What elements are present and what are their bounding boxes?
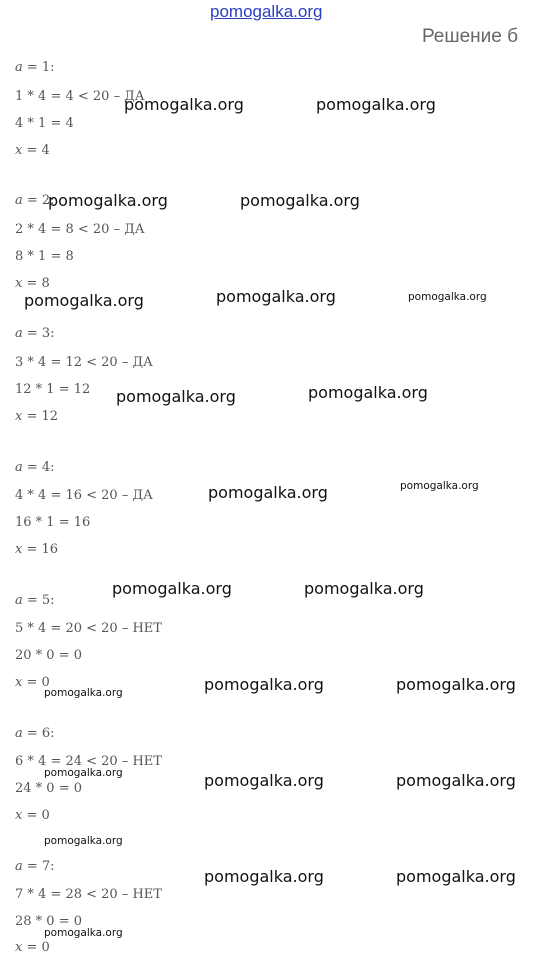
watermark: pomogalka.org <box>204 771 324 790</box>
watermark: pomogalka.org <box>44 927 123 939</box>
watermark: pomogalka.org <box>112 579 232 598</box>
solution-line-x4: 𝑥 = 16 <box>15 542 59 557</box>
watermark: pomogalka.org <box>316 95 436 114</box>
solution-line-x2: 𝑥 = 8 <box>15 276 50 291</box>
solution-line-calc2: 8 * 1 = 8 <box>15 249 74 264</box>
solution-line-check6: 6 * 4 = 24 < 20 – НЕТ <box>15 754 162 769</box>
solution-line-check7: 7 * 4 = 28 < 20 – НЕТ <box>15 887 162 902</box>
watermark: pomogalka.org <box>400 480 479 492</box>
solution-line-a2: 𝑎 = 2: <box>15 193 55 208</box>
solution-line-calc1: 4 * 1 = 4 <box>15 116 74 131</box>
watermark-top-link[interactable]: pomogalka.org <box>210 2 323 21</box>
solution-line-check5: 5 * 4 = 20 < 20 – НЕТ <box>15 621 162 636</box>
solution-line-a1: 𝑎 = 1: <box>15 60 55 75</box>
solution-line-check1: 1 * 4 = 4 < 20 – ДА <box>15 89 145 104</box>
solution-line-calc4: 16 * 1 = 16 <box>15 515 91 530</box>
watermark: pomogalka.org <box>396 771 516 790</box>
solution-title: Решение б <box>421 26 518 47</box>
solution-line-calc3: 12 * 1 = 12 <box>15 382 91 397</box>
watermark: pomogalka.org <box>216 287 336 306</box>
watermark: pomogalka.org <box>204 675 324 694</box>
solution-line-a7: 𝑎 = 7: <box>15 859 55 874</box>
solution-line-x6: 𝑥 = 0 <box>15 808 50 823</box>
solution-line-check4: 4 * 4 = 16 < 20 – ДА <box>15 488 153 503</box>
solution-line-a5: 𝑎 = 5: <box>15 593 55 608</box>
watermark: pomogalka.org <box>48 191 168 210</box>
watermark: pomogalka.org <box>116 387 236 406</box>
watermark: pomogalka.org <box>396 675 516 694</box>
solution-line-x3: 𝑥 = 12 <box>15 409 59 424</box>
watermark: pomogalka.org <box>308 383 428 402</box>
solution-line-x7: 𝑥 = 0 <box>15 940 50 955</box>
solution-line-calc6: 24 * 0 = 0 <box>15 781 83 796</box>
solution-line-check2: 2 * 4 = 8 < 20 – ДА <box>15 222 145 237</box>
watermark: pomogalka.org <box>204 867 324 886</box>
watermark: pomogalka.org <box>240 191 360 210</box>
solution-line-calc7: 28 * 0 = 0 <box>15 914 83 929</box>
solution-line-x5: 𝑥 = 0 <box>15 675 50 690</box>
solution-line-a6: 𝑎 = 6: <box>15 726 55 741</box>
watermark: pomogalka.org <box>408 291 487 303</box>
solution-line-check3: 3 * 4 = 12 < 20 – ДА <box>15 355 153 370</box>
watermark: pomogalka.org <box>208 483 328 502</box>
solution-line-a4: 𝑎 = 4: <box>15 460 55 475</box>
watermark: pomogalka.org <box>44 687 123 699</box>
watermark: pomogalka.org <box>44 767 123 779</box>
solution-line-x1: 𝑥 = 4 <box>15 143 50 158</box>
watermark: pomogalka.org <box>44 835 123 847</box>
watermark: pomogalka.org <box>396 867 516 886</box>
solution-line-calc5: 20 * 0 = 0 <box>15 648 83 663</box>
watermark: pomogalka.org <box>24 291 144 310</box>
watermark: pomogalka.org <box>304 579 424 598</box>
solution-line-a3: 𝑎 = 3: <box>15 326 55 341</box>
watermark: pomogalka.org <box>124 95 244 114</box>
